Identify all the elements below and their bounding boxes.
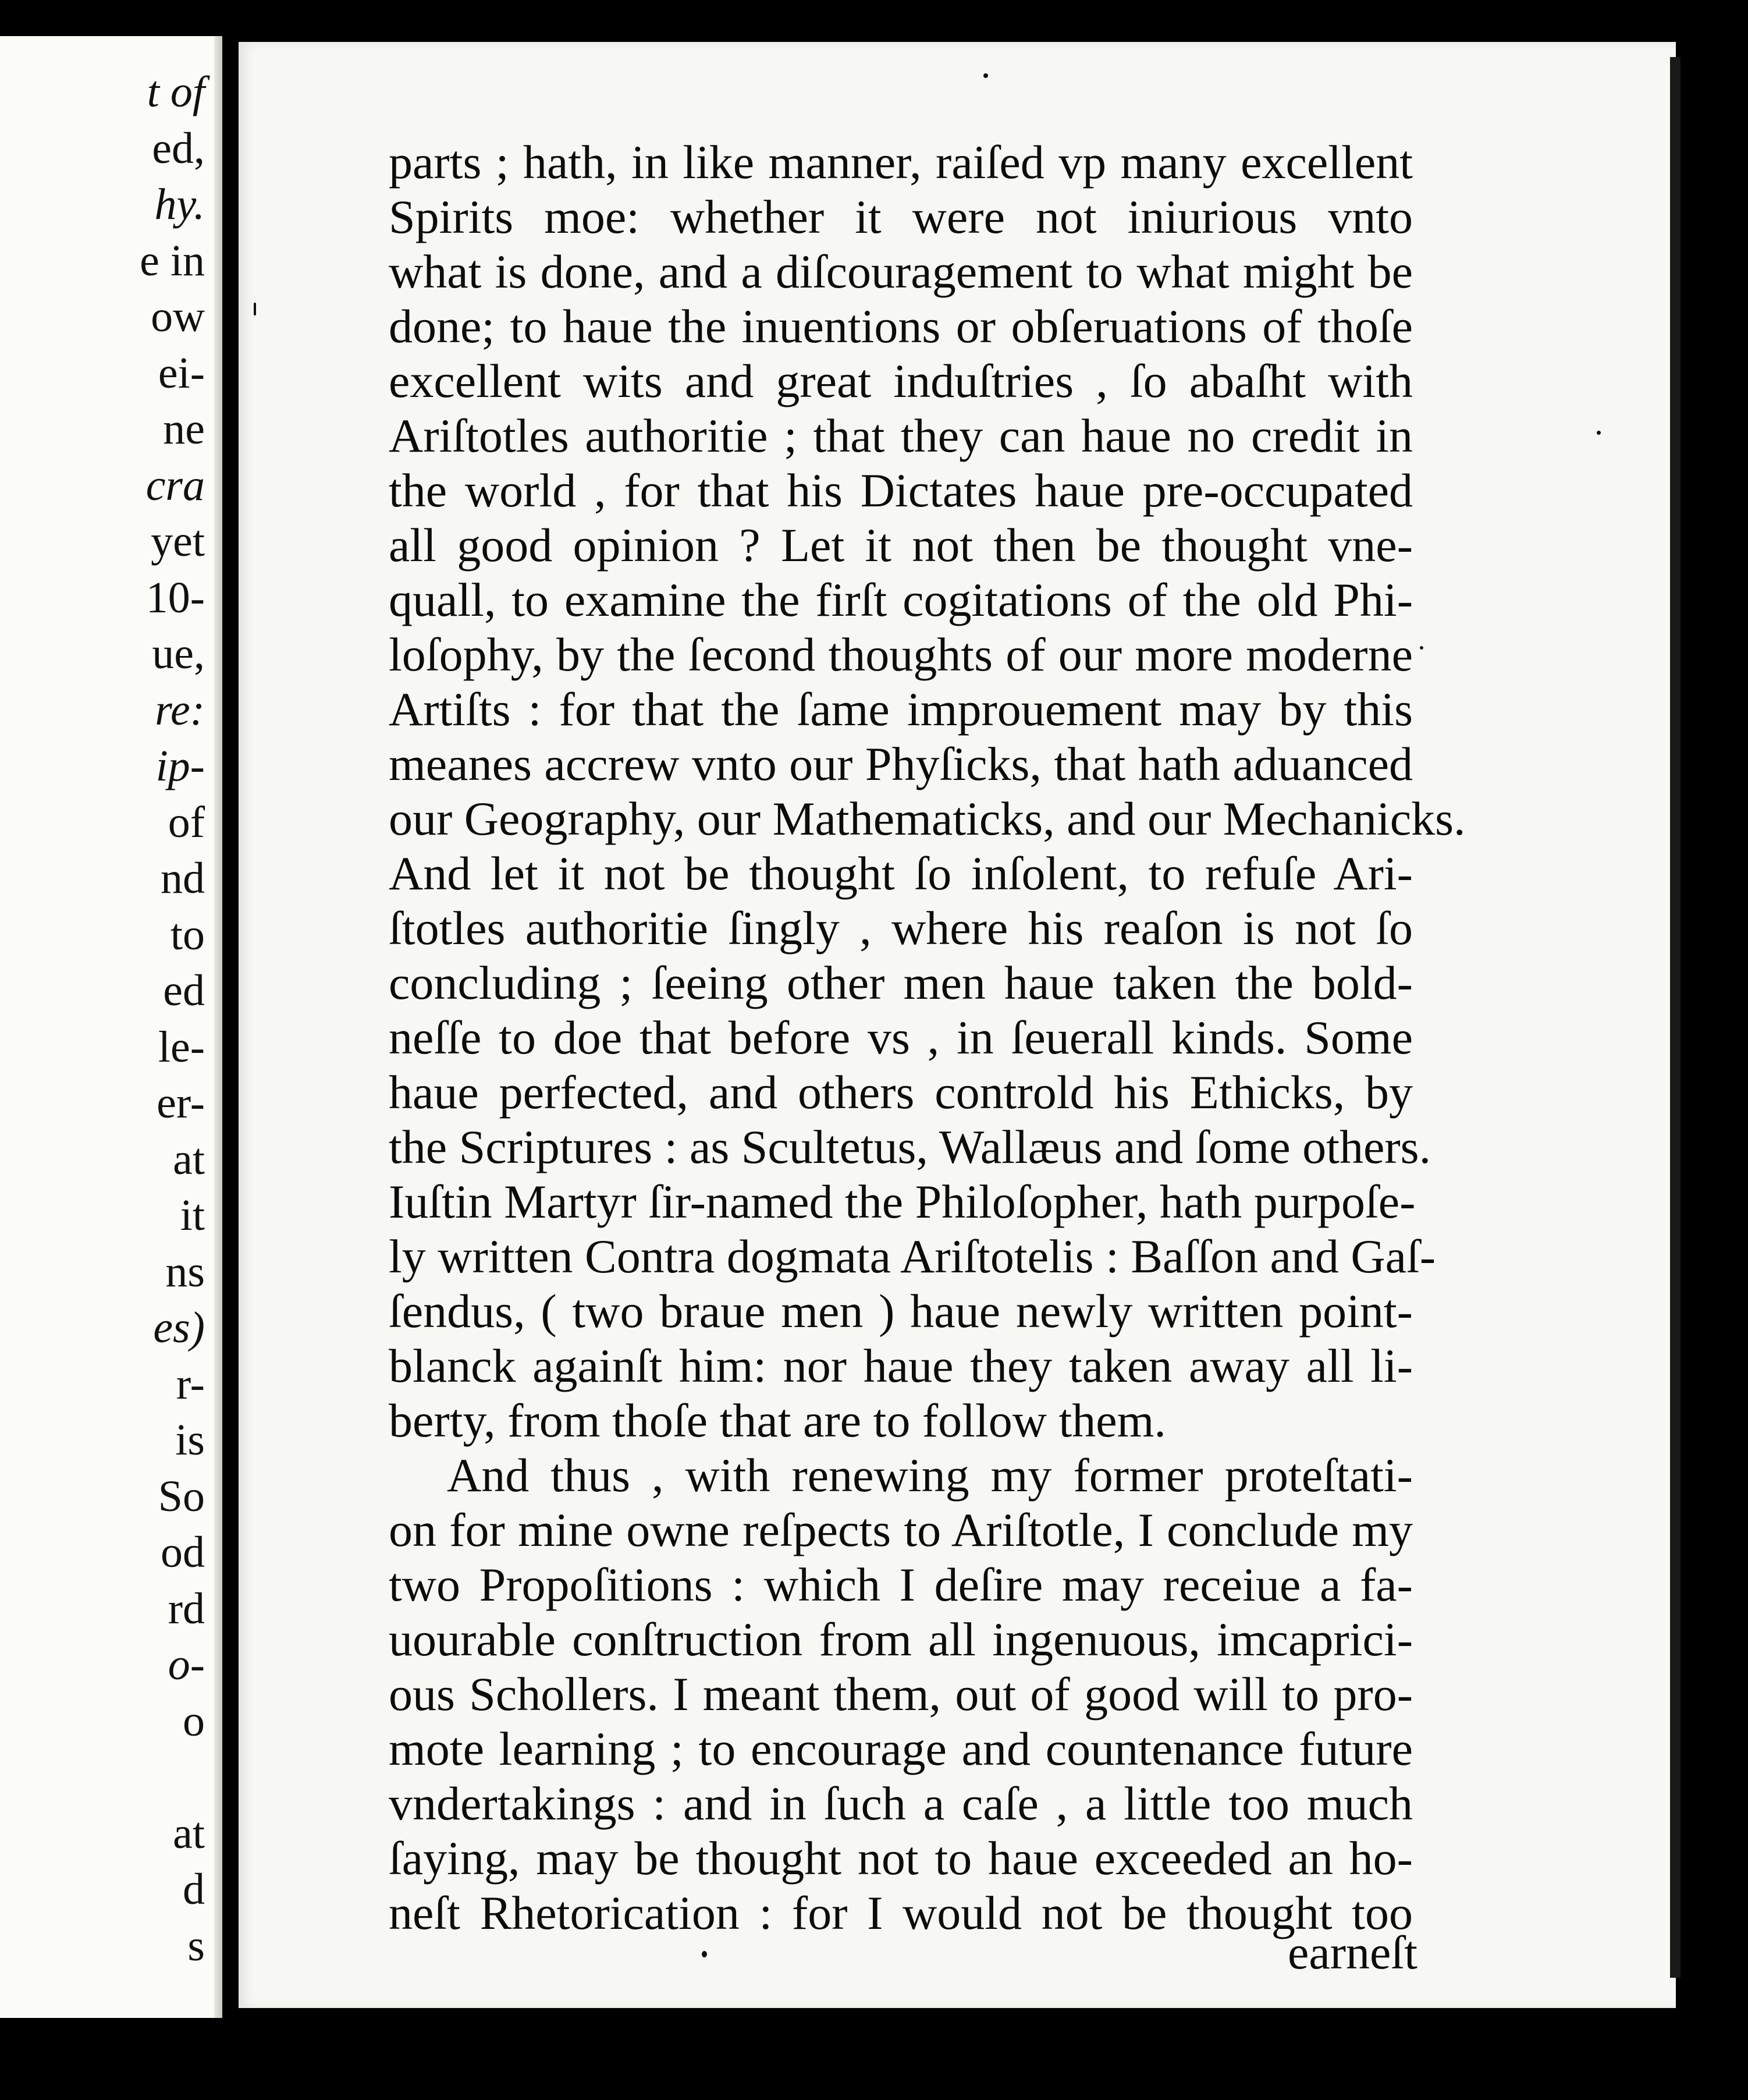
speck [702,1951,707,1957]
left-page-fragment-line: ei- [158,348,205,398]
text-line: on for mine owne reſpects to Ariſtotle, I conclude my [389,1503,1413,1556]
text-line: ſendus, ( two braue men ) haue newly written point- [389,1285,1413,1338]
text-line: ly written Contra dogmata Ariſtotelis : Baſſon and Gaſ- [389,1230,1436,1283]
text-line: concluding ; ſeeing other men haue taken the bold- [389,956,1413,1009]
text-line: mote learning ; to encourage and countenance future [389,1722,1413,1775]
left-page-fragment-line: er- [157,1079,205,1127]
text-line: the world , for that his Dictates haue pre-occupated [389,464,1413,517]
text-line: meanes accrew vnto our Phyſicks, that hath aduanced [389,737,1413,790]
text-line: Ariſtotles authoritie ; that they can haue no credit in [389,409,1413,462]
left-page-gutter [214,36,222,2018]
text-line: uourable conſtruction from all ingenuous, imcaprici- [389,1613,1413,1666]
left-page-fragment-line: nd [161,854,205,903]
left-page-fragment-line: ed, [152,123,205,173]
left-page-fragment-line: ns [165,1247,205,1296]
left-page-fragment-line: ow [151,292,205,341]
text-line: berty, from thoſe that are to follow them. [389,1394,1166,1447]
text-line: ſtotles authoritie ſingly , where his reaſon is not ſo [389,902,1413,955]
left-page-fragment-line: es) [153,1303,205,1352]
left-page-fragment-line: ip- [155,742,205,790]
text-line: quall, to examine the firſt cogitations of the old Phi- [389,573,1413,626]
left-page-fragment-line: ne [163,405,205,453]
left-page-fragment [0,36,222,2018]
left-page-fragment-line: od [161,1528,205,1577]
text-line: done; to haue the inuentions or obſeruations of thoſe [389,300,1413,353]
text-line: vndertakings : and in ſuch a caſe , a little too much [389,1777,1413,1830]
text-line: our Geography, our Mathematicks, and our Mechanicks. [389,792,1466,845]
left-page-fragment-line: cra [145,460,205,510]
text-line: Artiſts : for that the ſame improuement may by this [389,683,1413,736]
main-body-text [389,135,1466,1941]
speck [983,73,988,78]
left-page-fragment-line: re: [155,685,205,735]
speck [1420,646,1423,650]
left-page-fragment-line: o- [168,1640,205,1689]
left-page-fragment-line: to [170,910,205,959]
text-line: two Propoſitions : which I deſire may receiue a fa- [389,1558,1413,1611]
text-line: parts ; hath, in like manner, raiſed vp many excellent [389,136,1413,189]
left-page-fragment-line: le- [158,1022,205,1072]
left-page-fragment-line: o [183,1696,205,1746]
left-page-fragment-line: e in [140,236,205,285]
speck [1597,431,1601,435]
text-line: what is done, and a diſcouragement to what might be [389,245,1413,298]
text-line: ſaying, may be thought not to haue exceeded an ho- [389,1832,1413,1885]
left-page-fragment-line: s [187,1921,205,1970]
left-page-fragment-line: So [158,1471,205,1521]
text-line: And let it not be thought ſo inſolent, to refuſe Ari- [389,847,1413,900]
text-line: Iuſtin Martyr ſir-named the Philoſopher, hath purpoſe- [389,1175,1416,1228]
left-page-fragment-line: of [168,797,205,847]
text-line: loſophy, by the ſecond thoughts of our more moderne [389,628,1413,681]
left-page-fragment-line: rd [168,1584,205,1633]
left-page-fragment-line: 10- [145,573,205,622]
left-page-fragment-line: d [183,1865,205,1914]
text-line: the Scriptures : as Scultetus, Wallæus and ſome others. [389,1120,1431,1173]
left-page-fragment-line: r- [176,1359,205,1409]
text-line: haue perfected, and others controld his Ethicks, by [389,1066,1413,1119]
left-page-fragment-line: at [173,1134,205,1184]
page-edge [1670,57,1681,1978]
text-line: And thus , with renewing my former proteſtati- [447,1449,1413,1502]
left-page-fragment-line: at [173,1808,205,1858]
text-line: Spirits moe: whether it were not iniurious vnto [389,190,1413,243]
text-line: all good opinion ? Let it not then be thought vne- [389,519,1413,572]
text-line: neſt Rhetorication : for I would not be thought too [389,1886,1413,1939]
catchword: earneſt [1287,1926,1417,1979]
left-page-fragment-line: t of [147,68,205,116]
text-line: blanck againſt him: nor haue they taken away all li- [389,1339,1413,1392]
left-page-fragment-line: is [175,1416,205,1464]
text-line: neſſe to doe that before vs , in ſeuerall kinds. Some [389,1011,1413,1064]
left-page-fragment-line: ed [163,966,205,1015]
speck [254,303,256,315]
text-line: ous Schollers. I meant them, out of good will to pro- [389,1668,1413,1721]
left-page-fragment-line: ue, [152,629,205,678]
text-line: excellent wits and great induſtries , ſo abaſht with [389,354,1413,407]
left-page-fragment-line: hy. [154,180,205,229]
left-page-fragment-line: yet [151,517,205,566]
left-page-fragment-line: it [180,1191,205,1240]
